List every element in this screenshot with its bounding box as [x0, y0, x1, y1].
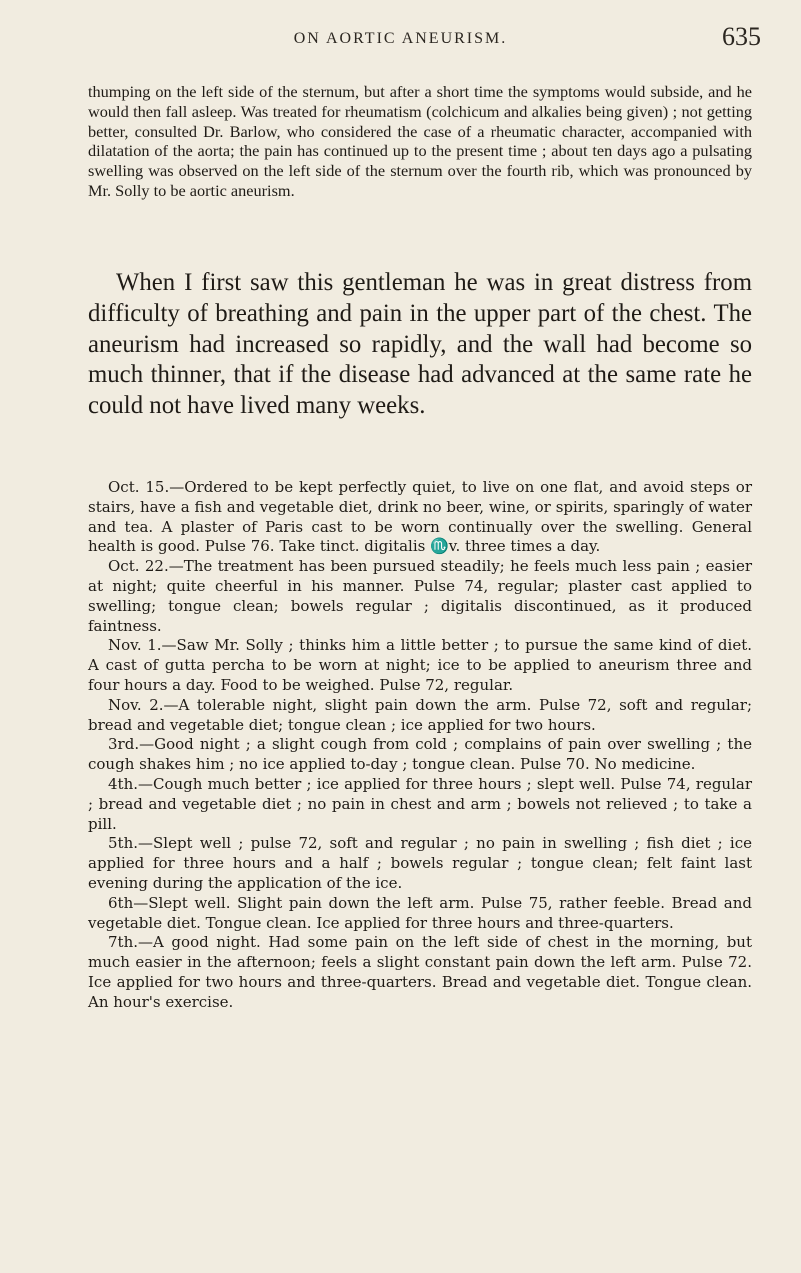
case-entries [88, 478, 752, 1013]
lead-paragraph: When I first saw this gentleman he was in great distress from difficulty of breathing and pain in the upper part of the chest. The aneurism had increased so rapidly, and the wall had become so much thinner, that if the disease had advanced at the same rate he could not have lived many weeks. [88, 269, 752, 420]
case-entry-3rd: 3rd.—Good night ; a slight cough from cold ; complains of pain over swelling ; the cough shakes him ; no ice applied to-day ; tongue clean. Pulse 70. No medicine. [88, 735, 752, 774]
case-entry-6th: 6th—Slept well. Slight pain down the left arm. Pulse 75, rather feeble. Bread and vegetable diet. Tongue clean. Ice applied for three hours and three-quarters. [88, 893, 752, 932]
case-entry-oct-22: Oct. 22.—The treatment has been pursued steadily; he feels much less pain ; easier at night; quite cheerful in his manner. Pulse 74, regular; plaster cast applied to swelling; tongue clean; bowels regular ; digitalis discontinued, as it produced faintness. [88, 557, 752, 635]
case-entry-oct-15: Oct. 15.—Ordered to be kept perfectly quiet, to live on one flat, and avoid steps or stairs, have a fish and vegetable diet, drink no beer, wine, or spirits, sparingly of water and tea. A plaster of Paris cast to be worn continually over the swelling. General health is good. Pulse 76. Take tinct. digitalis ♏v. three times a day. [88, 478, 752, 556]
case-entry-nov-1: Nov. 1.—Saw Mr. Solly ; thinks him a little better ; to pursue the same kind of diet. A cast of gutta percha to be worn at night; ice to be applied to aneurism three and four hours a day. Food to be weighed. Pulse 72, regular. [88, 636, 752, 694]
running-title: ON AORTIC ANEURISM. [293, 30, 508, 47]
case-entry-5th: 5th.—Slept well ; pulse 72, soft and regular ; no pain in swelling ; fish diet ; ice applied for three hours and a half ; bowels regular ; tongue clean; felt faint last evening during the application of the ice. [88, 834, 752, 892]
running-head [0, 16, 801, 56]
case-entry-nov-2: Nov. 2.—A tolerable night, slight pain down the arm. Pulse 72, soft and regular; bread and vegetable diet; tongue clean ; ice applied for two hours. [88, 695, 752, 734]
case-entry-4th: 4th.—Cough much better ; ice applied for three hours ; slept well. Pulse 74, regular ; bread and vegetable diet ; no pain in chest and arm ; bowels not relieved ; to take a pill. [88, 774, 752, 833]
case-entry-7th: 7th.—A good night. Had some pain on the left side of chest in the morning, but much easier in the afternoon; feels a slight constant pain down the left arm. Pulse 72. Ice applied for two hours and three-quarters. Bread and vegetable diet. Tongue clean. An hour's exercise. [88, 933, 752, 1011]
intro-paragraph: thumping on the left side of the sternum, but after a short time the symptoms would subside, and he would then fall asleep. Was treated for rheumatism (colchicum and alkalies being given) ; not getting better, consulted Dr. Barlow, who considered the case of a rheumatic character, accompanied with dilatation of the aorta; the pain has continued up to the present time ; about ten days ago a pulsating swelling was observed on the left side of the sternum over the fourth rib, which was pronounced by Mr. Solly to be aortic aneurism. [88, 82, 752, 200]
page-number: 635 [722, 22, 761, 51]
